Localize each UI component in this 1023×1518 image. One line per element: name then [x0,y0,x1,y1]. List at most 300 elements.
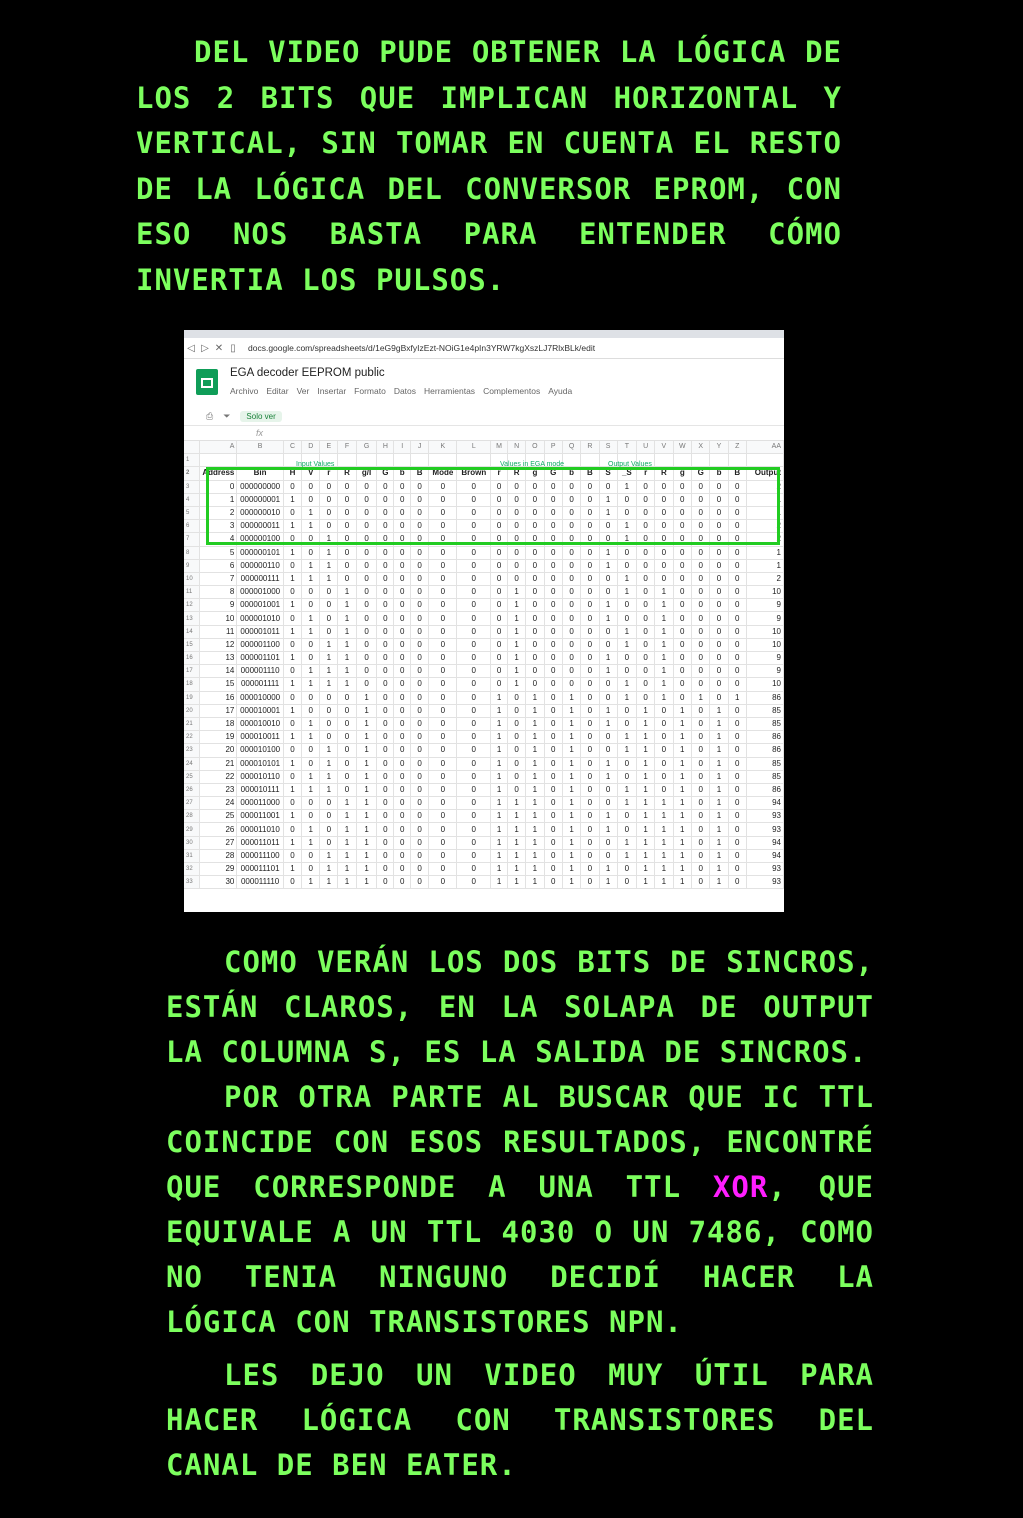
cell: 0 [673,533,692,546]
cell: 000011010 [237,823,283,836]
cell: 0 [338,744,356,757]
menu-item: Complementos [483,386,541,396]
cell: 1 [320,863,338,876]
cell: 0 [377,704,394,717]
cell: 0 [356,480,377,493]
cell: 1 [526,849,544,862]
cell: 0 [283,797,301,810]
cell: Q [562,441,580,454]
cell: 1 [356,836,377,849]
cell: 1 [356,691,377,704]
cell: 1 [655,586,673,599]
cell: 0 [429,863,457,876]
cell: 1 [302,506,320,519]
cell: B [410,467,428,480]
cell: 0 [338,717,356,730]
cell: 1 [491,770,508,783]
cell: 0 [410,678,428,691]
cell: 0 [410,665,428,678]
cell: 1 [491,691,508,704]
cell: 0 [599,586,617,599]
cell: 1 [491,783,508,796]
cell: 1 [507,612,525,625]
cell: S [599,441,617,454]
cell: 0 [457,823,491,836]
cell: 0 [507,770,525,783]
cell: 0 [728,612,746,625]
cell: 22 [200,770,237,783]
cell: 1 [320,783,338,796]
cell: 1 [200,493,237,506]
cell: 1 [507,863,525,876]
cell: 1 [617,678,636,691]
cell: 1 [617,731,636,744]
cell: 0 [692,876,710,889]
browser-address-bar [184,338,784,359]
close-icon: ✕ [214,342,224,354]
cell: 0 [394,678,411,691]
cell: 0 [394,665,411,678]
cell: 0 [728,665,746,678]
cell: 1 [710,731,728,744]
cell: 0 [429,691,457,704]
row-number: 12 [184,599,200,612]
cell: 0 [283,849,301,862]
cell: 1 [320,849,338,862]
cell: 000000010 [237,506,283,519]
cell: 1 [356,731,377,744]
cell: 0 [673,493,692,506]
cell: 0 [491,520,508,533]
cell: 1 [302,612,320,625]
table-row [184,691,784,704]
cell: I [394,441,411,454]
cell: 0 [377,506,394,519]
cell: G [356,441,377,454]
column-letters-row [184,441,784,454]
cell: 1 [562,744,580,757]
cell: 0 [692,599,710,612]
cell: 0 [581,770,599,783]
cell: R [581,441,599,454]
cell: H [283,467,301,480]
cell: 0 [637,599,655,612]
cell: 0 [429,678,457,691]
cell: 0 [581,586,599,599]
cell: 1 [491,744,508,757]
row-number: 16 [184,652,200,665]
cell: r [320,467,338,480]
cell: 1 [599,823,617,836]
cell: 0 [491,572,508,585]
cell: 0 [581,480,599,493]
cell: 1 [599,599,617,612]
cell: 0 [655,559,673,572]
cell: 0 [491,652,508,665]
cell: 000011000 [237,797,283,810]
cell: 0 [728,849,746,862]
cell: 0 [338,480,356,493]
cell: 1 [599,506,617,519]
cell: 0 [457,810,491,823]
cell: 0 [617,704,636,717]
row-number: 15 [184,638,200,651]
cell: 14 [200,665,237,678]
cell: 0 [526,599,544,612]
cell: 0 [320,612,338,625]
cell: Bin [237,467,283,480]
cell: 0 [562,480,580,493]
cell: 1 [507,652,525,665]
cell: 1 [338,797,356,810]
cell: 0 [320,823,338,836]
cell: 0 [429,506,457,519]
cell: 000000110 [237,559,283,572]
cell: 1 [320,876,338,889]
cell: 0 [692,797,710,810]
cell: b [394,467,411,480]
cell: 0 [507,559,525,572]
cell: 85 [746,717,783,730]
cell: 0 [544,770,562,783]
cell: 1 [637,704,655,717]
cell: 1 [655,638,673,651]
cell: 86 [746,744,783,757]
row-number: 11 [184,586,200,599]
cell: T [617,441,636,454]
cell: 1 [526,691,544,704]
cell: 0 [617,559,636,572]
cell: 0 [562,612,580,625]
cell: 0 [377,533,394,546]
row-number: 1 [184,454,200,467]
cell: 9 [746,665,783,678]
cell: 0 [410,493,428,506]
cell: 0 [394,625,411,638]
cell: 0 [283,586,301,599]
cell: 1 [356,704,377,717]
cell: 1 [320,652,338,665]
cell: 1 [710,704,728,717]
cell: 1 [562,810,580,823]
cell: 10 [746,638,783,651]
cell: 0 [429,744,457,757]
cell: 0 [544,731,562,744]
cell: 0 [728,625,746,638]
cell: 000001111 [237,678,283,691]
browser-tab-strip [184,330,784,338]
cell: 0 [526,559,544,572]
cell: Z [728,441,746,454]
cell: 1 [302,836,320,849]
cell: 1 [673,731,692,744]
row-number: 27 [184,797,200,810]
cell: 0 [377,770,394,783]
cell: 6 [200,559,237,572]
cell: 0 [544,836,562,849]
cell: 0 [410,480,428,493]
cell: 0 [581,744,599,757]
cell: 0 [617,823,636,836]
cell: 1 [491,704,508,717]
cell: 0 [562,652,580,665]
cell: 0 [692,652,710,665]
cell: 0 [377,797,394,810]
cell: V [302,467,320,480]
cell: 0 [457,506,491,519]
cell: 1 [283,599,301,612]
cell: 0 [544,704,562,717]
cell: 0 [338,572,356,585]
cell: 1 [562,836,580,849]
cell: 0 [429,638,457,651]
cell: 1 [356,757,377,770]
cell: 0 [410,520,428,533]
cell: 0 [283,876,301,889]
cell [655,454,673,467]
cell: 4 [200,533,237,546]
cell: 1 [746,493,783,506]
cell: 0 [283,770,301,783]
cell: 0 [356,612,377,625]
cell: 0 [410,757,428,770]
cell: 1 [599,810,617,823]
cell: 0 [457,783,491,796]
cell: 9 [746,612,783,625]
cell: 1 [283,572,301,585]
cell: 1 [356,810,377,823]
cell: 1 [617,797,636,810]
table-row [184,876,784,889]
cell: 0 [544,691,562,704]
table-row [184,810,784,823]
cell: 1 [338,678,356,691]
cell: 0 [692,586,710,599]
cell: 0 [283,744,301,757]
cell: K [429,441,457,454]
cell: 1 [562,704,580,717]
cell: 10 [746,625,783,638]
cell: 0 [457,546,491,559]
cell: 0 [728,717,746,730]
cell: 0 [410,731,428,744]
row-number: 30 [184,836,200,849]
cell: 0 [356,546,377,559]
cell: 0 [581,757,599,770]
cell: 0 [338,691,356,704]
cell: 0 [410,559,428,572]
cell: 0 [429,731,457,744]
cell: 0 [429,652,457,665]
cell: 1 [637,770,655,783]
cell: 0 [728,599,746,612]
cell: 1 [637,744,655,757]
sheets-logo-icon [196,369,218,395]
cell: 0 [710,638,728,651]
cell: 0 [544,546,562,559]
cell: 0 [562,665,580,678]
cell: 000010110 [237,770,283,783]
cell: 1 [526,797,544,810]
cell: 0 [562,572,580,585]
cell: 0 [655,744,673,757]
cell: 0 [673,691,692,704]
cell: 0 [457,638,491,651]
cell: 1 [655,625,673,638]
cell: 1 [526,731,544,744]
cell: 0 [692,836,710,849]
cell: 0 [429,810,457,823]
cell: 0 [356,559,377,572]
cell: 0 [581,836,599,849]
cell: 0 [673,652,692,665]
cell: 000011101 [237,863,283,876]
cell: 0 [491,586,508,599]
row-number: 26 [184,783,200,796]
cell: 27 [200,836,237,849]
cell: 0 [491,612,508,625]
cell: 0 [728,493,746,506]
cell: 1 [320,757,338,770]
cell: 0 [655,533,673,546]
cell: 0 [429,586,457,599]
explanation-text-block [166,940,874,1488]
cell: 0 [457,849,491,862]
cell: 1 [302,665,320,678]
cell: 0 [410,849,428,862]
table-row [184,717,784,730]
cell: 0 [429,559,457,572]
cell: Brown [457,467,491,480]
cell: 0 [728,533,746,546]
cell: 0 [544,757,562,770]
row-number: 20 [184,704,200,717]
cell: 1 [599,665,617,678]
table-row [184,625,784,638]
cell: 0 [356,599,377,612]
cell: 28 [200,849,237,862]
cell: 1 [491,717,508,730]
cell: 0 [302,599,320,612]
cell: 0 [673,586,692,599]
cell: 000000011 [237,520,283,533]
cell: 0 [617,506,636,519]
cell: 93 [746,876,783,889]
cell: 0 [599,678,617,691]
cell: 9 [200,599,237,612]
cell: 93 [746,863,783,876]
cell: 0 [728,586,746,599]
cell: 0 [377,599,394,612]
cell: 1 [320,559,338,572]
cell: 0 [507,546,525,559]
cell: 0 [544,506,562,519]
cell: 2 [746,520,783,533]
cell: 1 [655,836,673,849]
cell: 0 [710,546,728,559]
cell: 0 [507,691,525,704]
cell: 0 [356,533,377,546]
cell: 0 [728,863,746,876]
cell: 1 [673,797,692,810]
cell: 0 [491,493,508,506]
cell: 94 [746,836,783,849]
cell: 000001010 [237,612,283,625]
cell: 1 [302,559,320,572]
cell: 1 [302,770,320,783]
cell: 0 [526,546,544,559]
cell: 0 [617,863,636,876]
print-icon: ⎙ [206,410,214,421]
cell: 0 [429,665,457,678]
cell: 1 [491,863,508,876]
cell: 1 [562,717,580,730]
cell: 0 [599,691,617,704]
cell: 1 [356,849,377,862]
cell: 1 [617,625,636,638]
cell: 0 [429,625,457,638]
cell: J [410,441,428,454]
table-row [184,599,784,612]
cell [356,454,377,467]
cell: 26 [200,823,237,836]
cell: 0 [581,704,599,717]
cell: 000010001 [237,704,283,717]
cell: 0 [655,717,673,730]
cell: 0 [673,612,692,625]
cell: 1 [599,863,617,876]
cell: 1 [655,823,673,836]
cell: 0 [655,572,673,585]
cell: 0 [544,665,562,678]
fx-icon: fx [256,428,264,438]
cell: 0 [394,849,411,862]
cell: 0 [457,612,491,625]
cell: 1 [617,520,636,533]
cell: 0 [356,678,377,691]
cell: 0 [544,876,562,889]
cell: 0 [356,572,377,585]
group-header-row [184,454,784,467]
cell: 0 [692,678,710,691]
cell: 1 [710,863,728,876]
cell: 0 [581,546,599,559]
cell: 0 [457,678,491,691]
cell: 000011011 [237,836,283,849]
cell: 1 [507,638,525,651]
cell: 0 [581,863,599,876]
cell: 0 [655,546,673,559]
cell: 3 [200,520,237,533]
cell: 0 [507,783,525,796]
cell: 0 [599,731,617,744]
cell: 0 [692,638,710,651]
cell: 1 [356,717,377,730]
cell: 0 [692,810,710,823]
cell: b [710,467,728,480]
cell: 0 [507,572,525,585]
cell: 0 [673,638,692,651]
cell: 0 [507,493,525,506]
row-number: 2 [184,467,200,480]
cell: 0 [581,876,599,889]
cell: 0 [526,506,544,519]
cell: 000000101 [237,546,283,559]
row-number [184,441,200,454]
cell: 5 [200,546,237,559]
cell: 0 [599,744,617,757]
cell: 0 [377,810,394,823]
